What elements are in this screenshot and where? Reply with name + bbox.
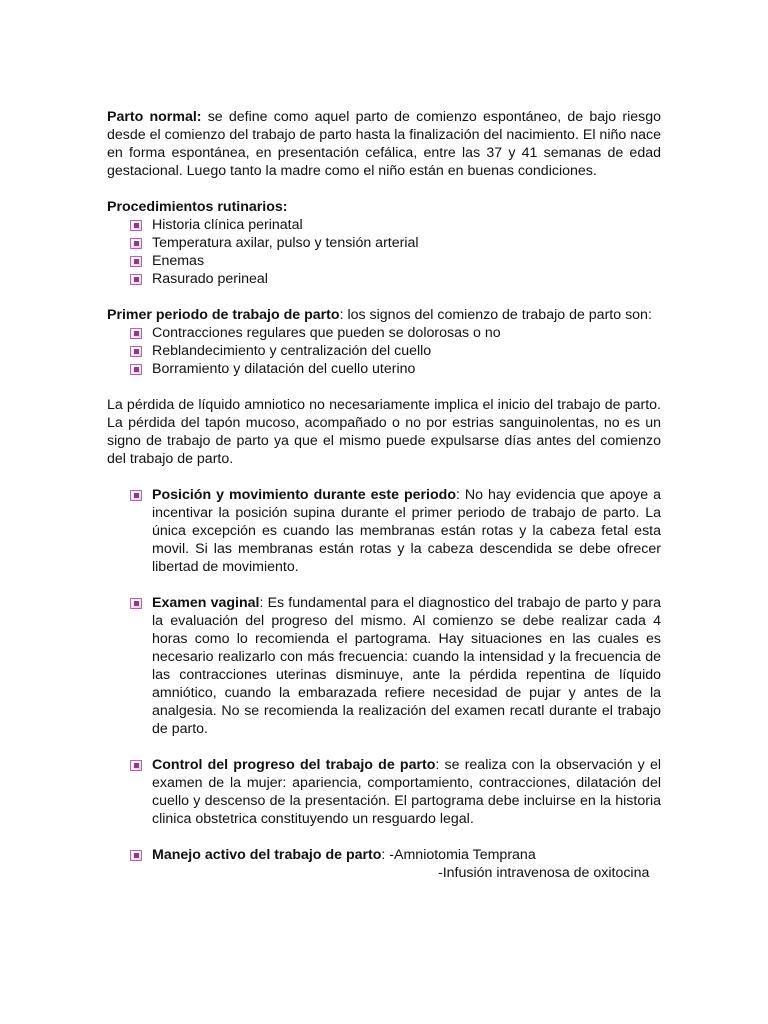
list-item	[107, 360, 661, 378]
section-title: Manejo activo del trabajo de parto	[152, 847, 382, 863]
bullet-icon	[130, 364, 142, 375]
list-item-text: Rasurado perineal	[152, 271, 268, 287]
bullet-icon	[130, 346, 142, 357]
bullet-icon	[130, 256, 142, 267]
list-item	[107, 252, 661, 270]
list-item	[107, 270, 661, 288]
section-item-posicion	[107, 486, 661, 576]
list-item-text: Historia clínica perinatal	[152, 217, 303, 233]
bullet-icon	[130, 238, 142, 249]
intro-paragraph	[107, 108, 661, 180]
list-item	[107, 216, 661, 234]
procedimientos-heading	[107, 198, 661, 216]
bullet-icon	[130, 328, 142, 339]
section-continuation: -Infusión intravenosa de oxitocina	[438, 865, 650, 881]
list-item	[107, 234, 661, 252]
secciones-list	[107, 486, 661, 882]
section-title: Examen vaginal	[152, 595, 260, 611]
section-item-examen-vaginal	[107, 594, 661, 738]
section-text: : Es fundamental para el diagnostico del trabajo de parto y para la evaluación del progreso del mismo. Al comienzo se debe realizar cada 4 horas como lo recomienda el partograma. Hay situaciones en las cuales es necesario realizarlo con más frecuencia: cuando la intensidad y la frecuencia de las contracciones uterinas disminuye, ante la pérdida repentina de líquido amniótico, cuando la embarazada refiere necesidad de pujar y antes de la analgesia. No se recomienda la realización del examen recatl durante el trabajo de parto.	[152, 595, 661, 737]
bullet-icon	[130, 760, 142, 771]
section-item-control-progreso	[107, 756, 661, 828]
list-item-text: Temperatura axilar, pulso y tensión arterial	[152, 235, 419, 251]
primer-periodo-title: Primer periodo de trabajo de parto	[107, 307, 340, 323]
bullet-icon	[130, 220, 142, 231]
liquido-paragraph: La pérdida de líquido amniotico no necesariamente implica el inicio del trabajo de parto. La pérdida del tapón mucoso, acompañado o no por estrias sanguinolentas, no es un signo de trabajo de parto ya que el mismo puede expulsarse días antes del comienzo del trabajo de parto.	[107, 397, 661, 467]
list-item	[107, 324, 661, 342]
intro-title: Parto normal:	[107, 109, 202, 125]
bullet-icon	[130, 850, 142, 861]
bullet-icon	[130, 490, 142, 501]
primer-periodo-paragraph	[107, 306, 661, 324]
section-title: Control del progreso del trabajo de parto	[152, 757, 436, 773]
intro-text: se define como aquel parto de comienzo espontáneo, de bajo riesgo desde el comienzo del trabajo de parto hasta la finalización del nacimiento. El niño nace en forma espontánea, en presentación cefálica, entre las 37 y 41 semanas de edad gestacional. Luego tanto la madre como el niño están en buenas condiciones.	[107, 109, 661, 179]
section-title: Posición y movimiento durante este periodo	[152, 487, 456, 503]
section-text: : se realiza con la observación y el examen de la mujer: apariencia, comportamiento, contracciones, dilatación del cuello y descenso de la presentación. El partograma debe incluirse en la historia clinica obstetrica constituyendo un resguardo legal.	[152, 757, 661, 827]
list-item-text: Enemas	[152, 253, 205, 269]
section-text: : -Amniotomia Temprana	[381, 847, 536, 863]
list-item-text: Reblandecimiento y centralización del cuello	[152, 343, 432, 359]
list-item-text: Contracciones regulares que pueden se dolorosas o no	[152, 325, 501, 341]
bullet-icon	[130, 598, 142, 609]
procedimientos-list	[107, 216, 661, 288]
section-item-manejo-activo	[107, 846, 661, 882]
primer-periodo-list	[107, 324, 661, 378]
section-text: : No hay evidencia que apoye a incentivar la posición supina durante el primer periodo de trabajo de parto. La única excepción es cuando las membranas están rotas y la cabeza fetal esta movil. Si las membranas están rotas y la cabeza descendida se debe ofrecer libertad de movimiento.	[152, 487, 661, 575]
list-item	[107, 342, 661, 360]
bullet-icon	[130, 274, 142, 285]
list-item-text: Borramiento y dilatación del cuello uterino	[152, 361, 416, 377]
primer-periodo-text: : los signos del comienzo de trabajo de parto son:	[339, 307, 652, 323]
procedimientos-title: Procedimientos rutinarios:	[107, 199, 288, 215]
